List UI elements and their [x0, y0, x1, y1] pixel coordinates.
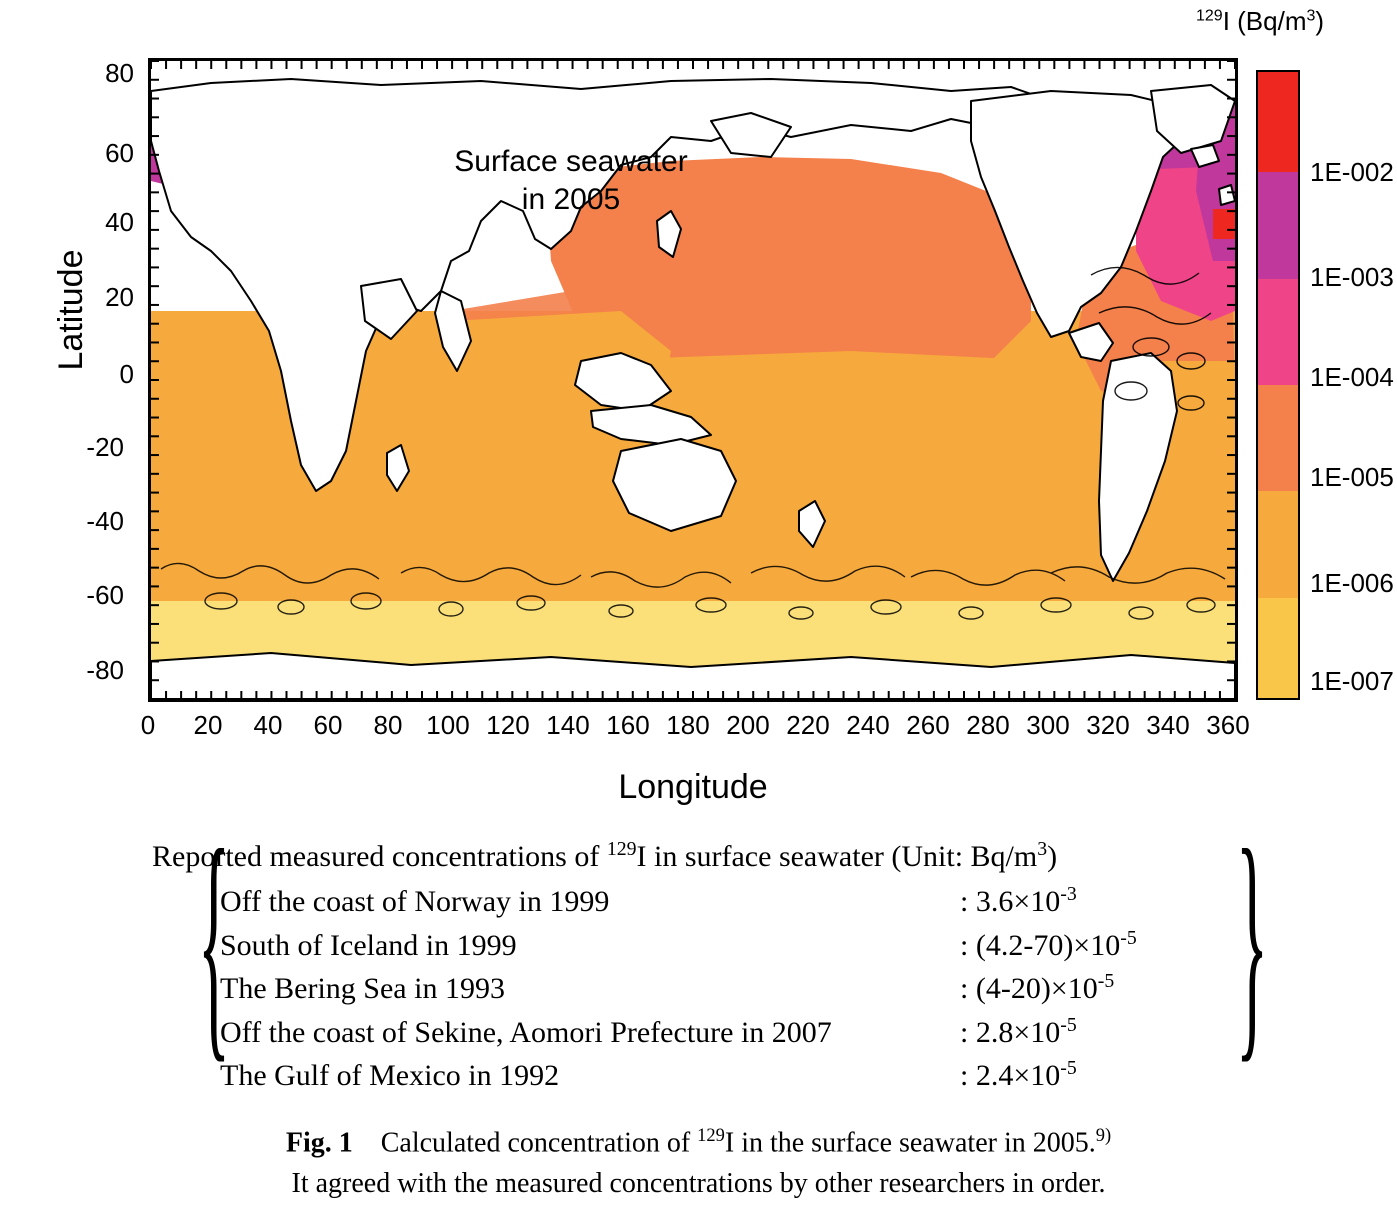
x-tick-280: 280 — [966, 710, 1010, 740]
y-axis-title: Latitude — [52, 249, 90, 371]
x-tick-300: 300 — [1026, 710, 1070, 740]
colorbar — [1256, 70, 1300, 700]
x-tick-140: 140 — [546, 710, 590, 740]
x-tick-180: 180 — [666, 710, 710, 740]
x-tick-200: 200 — [726, 710, 770, 740]
colorbar-tick-1e-007: 1E-007 — [1310, 666, 1394, 696]
reported-place: The Gulf of Mexico in 1992 — [220, 1059, 560, 1093]
reported-title-isotope: 129 — [606, 838, 637, 860]
figure-caption-pre: Calculated concentration of — [380, 1127, 698, 1159]
x-tick-20: 20 — [193, 710, 223, 740]
x-tick-0: 0 — [140, 710, 156, 740]
y-tick-m40: -40 — [86, 506, 124, 536]
y-tick-60: 60 — [105, 138, 134, 168]
y-tick-m20: -20 — [86, 432, 124, 462]
reported-value: : $2.4\times 10^{-5}$ — [960, 1057, 1077, 1093]
x-tick-240: 240 — [846, 710, 890, 740]
colorbar-segment-1e-002 — [1258, 172, 1298, 278]
colorbar-segment-1e-004 — [1258, 385, 1298, 491]
x-tick-60: 60 — [313, 710, 343, 740]
figure-caption — [0, 1122, 1397, 1205]
list-item — [220, 967, 1230, 1011]
colorbar-tick-1e-006: 1E-006 — [1310, 568, 1394, 598]
colorbar-unit-isotope: 129 — [1196, 7, 1223, 25]
colorbar-tick-1e-004: 1E-004 — [1310, 362, 1394, 392]
x-tick-220: 220 — [786, 710, 830, 740]
map-plot-area — [148, 58, 1238, 702]
reported-place: Off the coast of Sekine, Aomori Prefecture in 2007 — [220, 1015, 832, 1049]
x-tick-40: 40 — [253, 710, 283, 740]
y-tick-20: 20 — [105, 282, 134, 312]
x-axis-title: Longitude — [618, 768, 768, 806]
y-tick-m80: -80 — [86, 655, 124, 685]
list-item — [220, 880, 1230, 924]
figure-number: Fig. 1 — [285, 1127, 353, 1159]
reported-place: Off the coast of Norway in 1999 — [220, 885, 610, 918]
x-tick-100: 100 — [426, 710, 470, 740]
reported-title-pre: Reported measured concentrations of — [152, 840, 607, 873]
brace-left: { — [197, 798, 231, 1084]
x-tick-340: 340 — [1146, 710, 1190, 740]
colorbar-unit-text: I $(Bq/m^3)$ — [1222, 6, 1325, 36]
reported-concentrations-block — [0, 798, 1397, 1098]
colorbar-tick-1e-002: 1E-002 — [1310, 157, 1394, 187]
colorbar-unit-label — [1196, 6, 1324, 37]
colorbar-tick-1e-005: 1E-005 — [1310, 462, 1394, 492]
x-tick-160: 160 — [606, 710, 650, 740]
reported-place: South of Iceland in 1999 — [220, 928, 517, 962]
figure-caption-line1 — [0, 1122, 1397, 1164]
reported-value: : $2.8\times 10^{-5}$ — [960, 1013, 1077, 1049]
reported-value: : $(4-20)\times 10^{-5}$ — [960, 970, 1115, 1006]
list-item — [220, 1011, 1230, 1055]
brace-right: } — [1235, 798, 1269, 1084]
list-item — [220, 924, 1230, 968]
map-annotation — [441, 143, 701, 218]
colorbar-segment-1e-007 — [1258, 698, 1298, 700]
reported-title-post: I in surface seawater (Unit: $Bq/m^3$) — [636, 838, 1058, 873]
y-tick-m60: -60 — [86, 580, 124, 610]
map-annotation-line2: in 2005 — [521, 182, 621, 216]
reported-value: : $3.6\times 10^{-3}$ — [960, 883, 1077, 918]
y-tick-0: 0 — [119, 359, 134, 389]
colorbar-tick-1e-003: 1E-003 — [1310, 262, 1394, 292]
figure-caption-post: I in the surface seawater in 2005. — [724, 1127, 1096, 1159]
colorbar-segment-1e-006 — [1258, 598, 1298, 698]
colorbar-segment-1e-002-plus — [1258, 72, 1298, 172]
colorbar-segment-1e-005 — [1258, 491, 1298, 597]
figure-caption-ref: 9) — [1095, 1125, 1112, 1145]
x-tick-120: 120 — [486, 710, 530, 740]
reported-place: The Bering Sea in 1993 — [220, 972, 505, 1006]
colorbar-segment-1e-003 — [1258, 279, 1298, 385]
reported-value: : $(4.2-70)\times 10^{-5}$ — [960, 926, 1137, 962]
x-tick-360: 360 — [1206, 710, 1250, 740]
figure-caption-line2: It agreed with the measured concentrations by other researchers in order. — [291, 1167, 1106, 1199]
y-tick-40: 40 — [105, 207, 134, 237]
x-tick-260: 260 — [906, 710, 950, 740]
list-item — [220, 1054, 1230, 1098]
x-tick-320: 320 — [1086, 710, 1130, 740]
figure-caption-isotope: 129 — [697, 1125, 725, 1145]
x-tick-80: 80 — [373, 710, 403, 740]
map-annotation-line1: Surface seawater — [454, 145, 688, 178]
y-tick-80: 80 — [105, 58, 134, 88]
